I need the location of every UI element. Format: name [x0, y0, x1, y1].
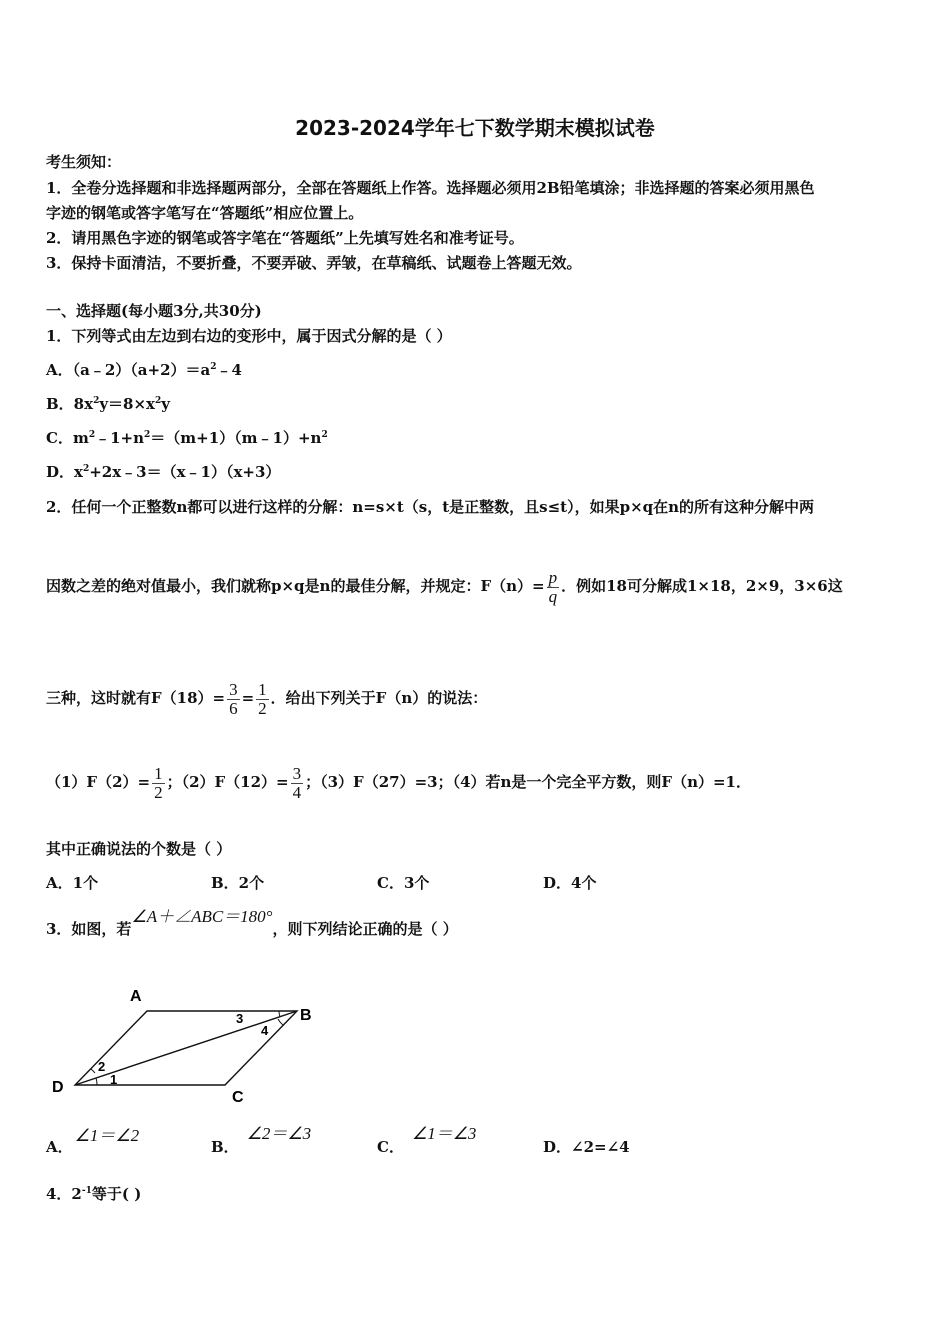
- fraction-3-over-4: $\frac{3}{4}$: [292, 763, 302, 802]
- vertex-label-a: A: [130, 988, 142, 1005]
- angle-label-1: 1: [110, 1072, 118, 1087]
- fraction-1-over-2: $\frac{1}{2}$: [154, 763, 163, 802]
- q3-option-b: B．∠2＝∠3: [211, 1124, 312, 1156]
- angle-label-2: 2: [98, 1059, 106, 1074]
- q3-option-d: D．∠2=∠4: [543, 1138, 630, 1156]
- vertex-label-b: B: [300, 1007, 312, 1024]
- q2-ask: 其中正确说法的个数是（ ）: [46, 840, 232, 858]
- notice-heading: 考生须知：: [46, 153, 122, 171]
- q2-line-1: 2．任何一个正整数n都可以进行这样的分解：n=s×t（s，t是正整数，且s≤t），如果p×q在n的所有这种分解中两: [46, 498, 815, 516]
- angle-2-arc: [91, 1069, 95, 1073]
- fraction-1-over-2: $\frac{1}{2}$: [258, 679, 267, 718]
- q3-condition: ∠A＋∠ABC＝180°: [131, 907, 273, 926]
- q1-option-a: A．$(a﹣2)(a+2)=a^2﹣4$: [46, 361, 242, 379]
- q1-option-c: C．$m^2﹣1+n^2=(m+1)(m﹣1)+n^2$: [46, 429, 328, 447]
- q2-line-4: （1）F（2）= $\frac{1}{2}$ ；（2）F（12）= $\frac{3}{4}$ ；（3）F（27）=3；（4）若n是一个完全平方数，则F（n）=1．: [46, 763, 751, 802]
- vertex-label-d: D: [52, 1079, 64, 1096]
- q2-option-a: A．1个: [46, 874, 99, 892]
- notice-item: 3．保持卡面清洁，不要折叠，不要弄破、弄皱，在草稿纸、试题卷上答题无效。: [46, 254, 582, 272]
- fraction-3-over-6: $\frac{3}{6}$: [229, 679, 238, 718]
- q2-option-b: B．2个: [211, 874, 265, 892]
- parallelogram-figure: [40, 980, 330, 1105]
- q3-option-a: A．∠1＝∠2: [46, 1126, 140, 1156]
- q3-stem: 3．如图，若∠A＋∠ABC＝180°，则下列结论正确的是（ ）: [46, 907, 458, 938]
- page-title: 2023-2024学年七下数学期末模拟试卷: [295, 116, 655, 140]
- angle-4-arc: [278, 1019, 283, 1025]
- vertex-label-c: C: [232, 1089, 244, 1105]
- q2-option-d: D．4个: [543, 874, 597, 892]
- q2-option-c: C．3个: [377, 874, 430, 892]
- q1-stem: 1．下列等式由左边到右边的变形中，属于因式分解的是（ ）: [46, 327, 452, 345]
- angle-3-arc: [279, 1011, 280, 1017]
- notice-item: 1．全卷分选择题和非选择题两部分，全部在答题纸上作答。选择题必须用2B铅笔填涂；非选择题的答案必须用黑色: [46, 179, 815, 197]
- q3-option-c: C．∠1＝∠3: [377, 1124, 477, 1156]
- q2-line-3: 三种，这时就有F（18）= $\frac{3}{6}$ = $\frac{1}{2}$ ．给出下列关于F（n）的说法：: [46, 679, 488, 718]
- fraction-p-over-q: $\frac{p}{q}$: [548, 567, 558, 606]
- notice-item: 字迹的钢笔或答字笔写在“答题纸”相应位置上。: [46, 204, 364, 222]
- q4-stem: 4．$2^{-1}$等于( ): [46, 1185, 142, 1203]
- section-heading: 一、选择题(每小题3分,共30分): [46, 302, 262, 320]
- angle-1-arc: [96, 1078, 97, 1085]
- angle-label-3: 3: [236, 1011, 244, 1026]
- angle-label-4: 4: [261, 1023, 269, 1038]
- q1-option-b: B．$8x^2y=8\times x^2y$: [46, 395, 170, 413]
- q2-line-2: 因数之差的绝对值最小，我们就称p×q是n的最佳分解，并规定：F（n）= $\frac{p}{q}$ ．例如18可分解成1×18，2×9，3×6这: [46, 567, 843, 606]
- notice-item: 2．请用黑色字迹的钢笔或答字笔在“答题纸”上先填写姓名和准考证号。: [46, 229, 524, 247]
- q1-option-d: D．$x^2+2x﹣3=(x﹣1)(x+3)$: [46, 463, 281, 481]
